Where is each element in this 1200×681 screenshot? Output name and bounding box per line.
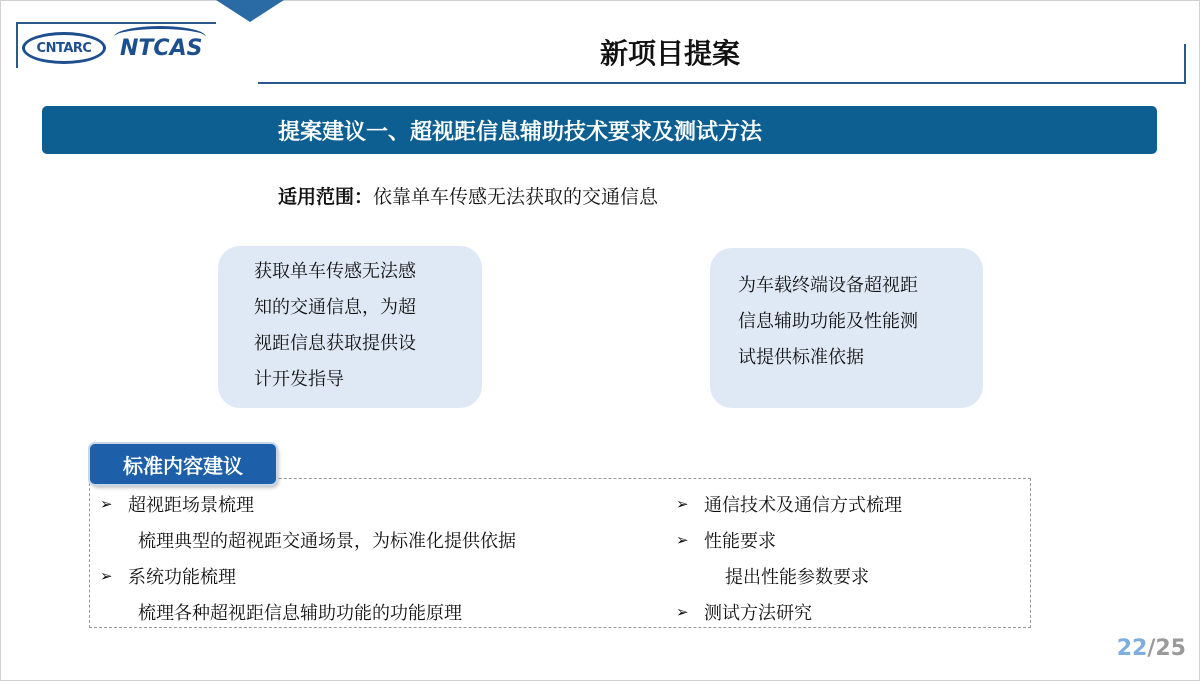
info-line: 知的交通信息，为超	[254, 297, 416, 318]
scope-text: 依靠单车传感无法获取的交通信息	[373, 186, 659, 208]
header-tab-decoration	[216, 0, 284, 22]
info-line: 视距信息获取提供设	[254, 333, 416, 354]
page-total: 25	[1155, 636, 1186, 661]
section-tag	[90, 444, 276, 484]
info-line: 为车载终端设备超视距	[738, 275, 918, 296]
list-item	[676, 599, 812, 625]
arrow-bullet-icon: ➢	[676, 603, 689, 621]
list-item	[100, 491, 254, 517]
section-tag-label: 标准内容建议	[123, 453, 243, 478]
list-item-label: 性能要求	[704, 531, 776, 552]
list-item	[676, 527, 776, 553]
scope-label: 适用范围：	[278, 186, 374, 208]
page-current: 22	[1116, 636, 1148, 661]
info-box-left	[218, 246, 482, 408]
arrow-bullet-icon: ➢	[100, 495, 113, 513]
scope-line	[278, 182, 658, 209]
banner-title: 提案建议一、超视距信息辅助技术要求及测试方法	[278, 119, 763, 145]
info-line: 试提供标准依据	[738, 347, 864, 368]
page-separator: /	[1147, 636, 1156, 661]
title-underline-end	[1184, 44, 1186, 84]
arrow-bullet-icon: ➢	[676, 495, 689, 513]
list-item-detail: 梳理各种超视距信息辅助功能的功能原理	[138, 603, 462, 624]
list-item	[100, 563, 236, 589]
list-item-label: 系统功能梳理	[128, 567, 236, 588]
proposal-banner	[42, 106, 1157, 154]
list-item-label: 测试方法研究	[704, 603, 812, 624]
info-line: 信息辅助功能及性能测	[738, 311, 918, 332]
ntcas-logo-text: NTCAS	[120, 35, 203, 61]
list-item	[676, 491, 902, 517]
title-underline	[258, 82, 1186, 84]
arrow-bullet-icon: ➢	[676, 531, 689, 549]
list-item-detail: 提出性能参数要求	[725, 567, 869, 588]
page-title: 新项目提案	[599, 37, 740, 70]
list-item-detail: 梳理典型的超视距交通场景，为标准化提供依据	[138, 531, 516, 552]
page-number	[1117, 636, 1186, 661]
cnt-logo-text: CNTARC	[36, 40, 92, 56]
info-line: 获取单车传感无法感	[254, 261, 416, 282]
info-box-right	[710, 248, 983, 408]
logo-frame-line	[16, 22, 216, 24]
list-item-label: 通信技术及通信方式梳理	[704, 495, 902, 516]
list-item-label: 超视距场景梳理	[128, 495, 254, 516]
info-line: 计开发指导	[254, 369, 344, 390]
arrow-bullet-icon: ➢	[100, 567, 113, 585]
